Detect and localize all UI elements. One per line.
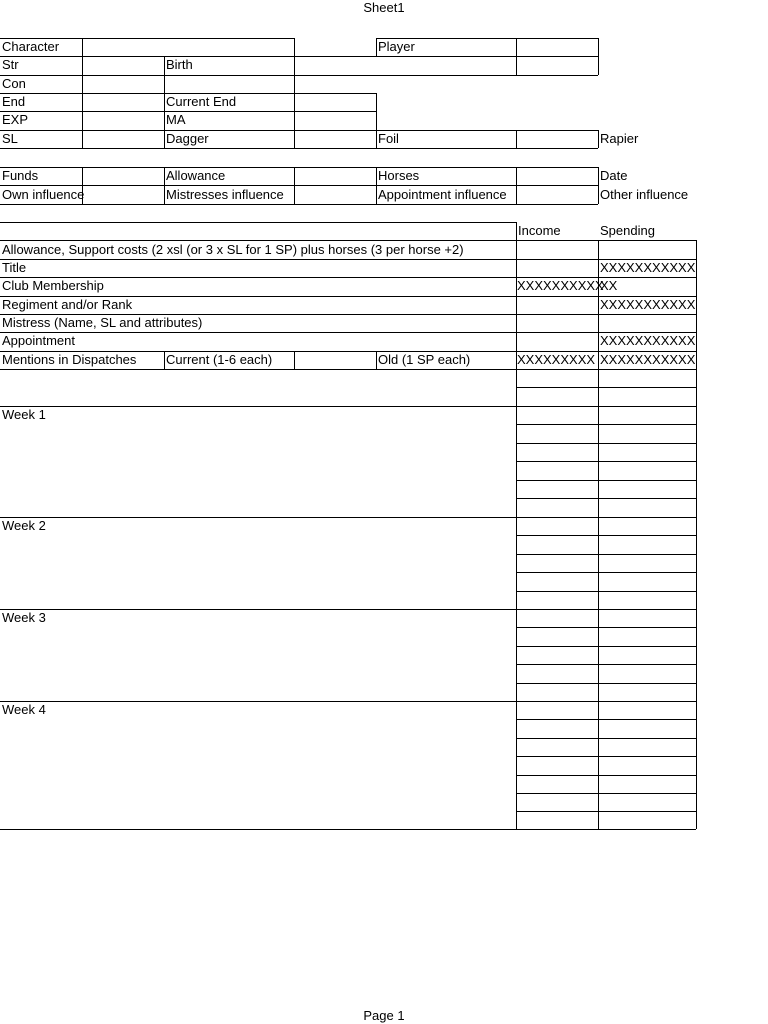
mentions-income-cell: XXXXXXXXX xyxy=(517,352,596,367)
label-foil: Foil xyxy=(378,131,399,146)
label-allowance: Allowance xyxy=(166,168,226,183)
week-2-label: Week 2 xyxy=(2,518,46,533)
sheet-title: Sheet1 xyxy=(363,0,405,15)
ledger-row-mentions: Mentions in Dispatches xyxy=(2,352,137,367)
label-dagger: Dagger xyxy=(166,131,209,146)
label-birth: Birth xyxy=(166,57,193,72)
ledger-row-title: Title xyxy=(2,260,27,275)
label-rapier: Rapier xyxy=(600,131,639,146)
label-player: Player xyxy=(378,39,415,54)
label-date: Date xyxy=(600,168,628,183)
label-end: End xyxy=(2,94,26,109)
ledger-row-appointment: Appointment xyxy=(2,333,75,348)
label-exp: EXP xyxy=(2,112,29,127)
ledger-row-regiment: Regiment and/or Rank xyxy=(2,297,133,312)
mentions-spending-cell: XXXXXXXXXXX xyxy=(600,352,696,367)
week-4-label: Week 4 xyxy=(2,702,46,717)
label-other-influence: Other influence xyxy=(600,187,689,202)
appointment-spending-cell: XXXXXXXXXXX xyxy=(600,333,696,348)
title-spending-cell: XXXXXXXXXXX xyxy=(600,260,696,275)
column-income: Income xyxy=(518,223,561,238)
label-mistresses-influence: Mistresses influence xyxy=(166,187,284,202)
label-ma: MA xyxy=(166,112,186,127)
label-mentions-current: Current (1-6 each) xyxy=(166,352,273,367)
page-footer: Page 1 xyxy=(363,1008,405,1023)
label-own-influence: Own influence xyxy=(2,187,85,202)
label-mentions-old: Old (1 SP each) xyxy=(378,352,471,367)
label-funds: Funds xyxy=(2,168,39,183)
label-current-end: Current End xyxy=(166,94,237,109)
label-appointment-influence: Appointment influence xyxy=(378,187,507,202)
ledger-row-club: Club Membership xyxy=(2,278,104,293)
column-spending: Spending xyxy=(600,223,655,238)
regiment-spending-cell: XXXXXXXXXXX xyxy=(600,297,696,312)
club-spending-cell: XX xyxy=(600,278,618,293)
label-horses: Horses xyxy=(378,168,420,183)
label-str: Str xyxy=(2,57,19,72)
week-1-label: Week 1 xyxy=(2,407,46,422)
week-3-label: Week 3 xyxy=(2,610,46,625)
ledger-row-allowance: Allowance, Support costs (2 xsl (or 3 x SL for 1 SP) plus horses (3 per horse +2) xyxy=(2,242,464,257)
label-character: Character xyxy=(2,39,60,54)
label-con: Con xyxy=(2,76,26,91)
ledger-row-mistress: Mistress (Name, SL and attributes) xyxy=(2,315,203,330)
club-income-cell: XXXXXXXXXX xyxy=(517,278,604,293)
label-sl: SL xyxy=(2,131,18,146)
